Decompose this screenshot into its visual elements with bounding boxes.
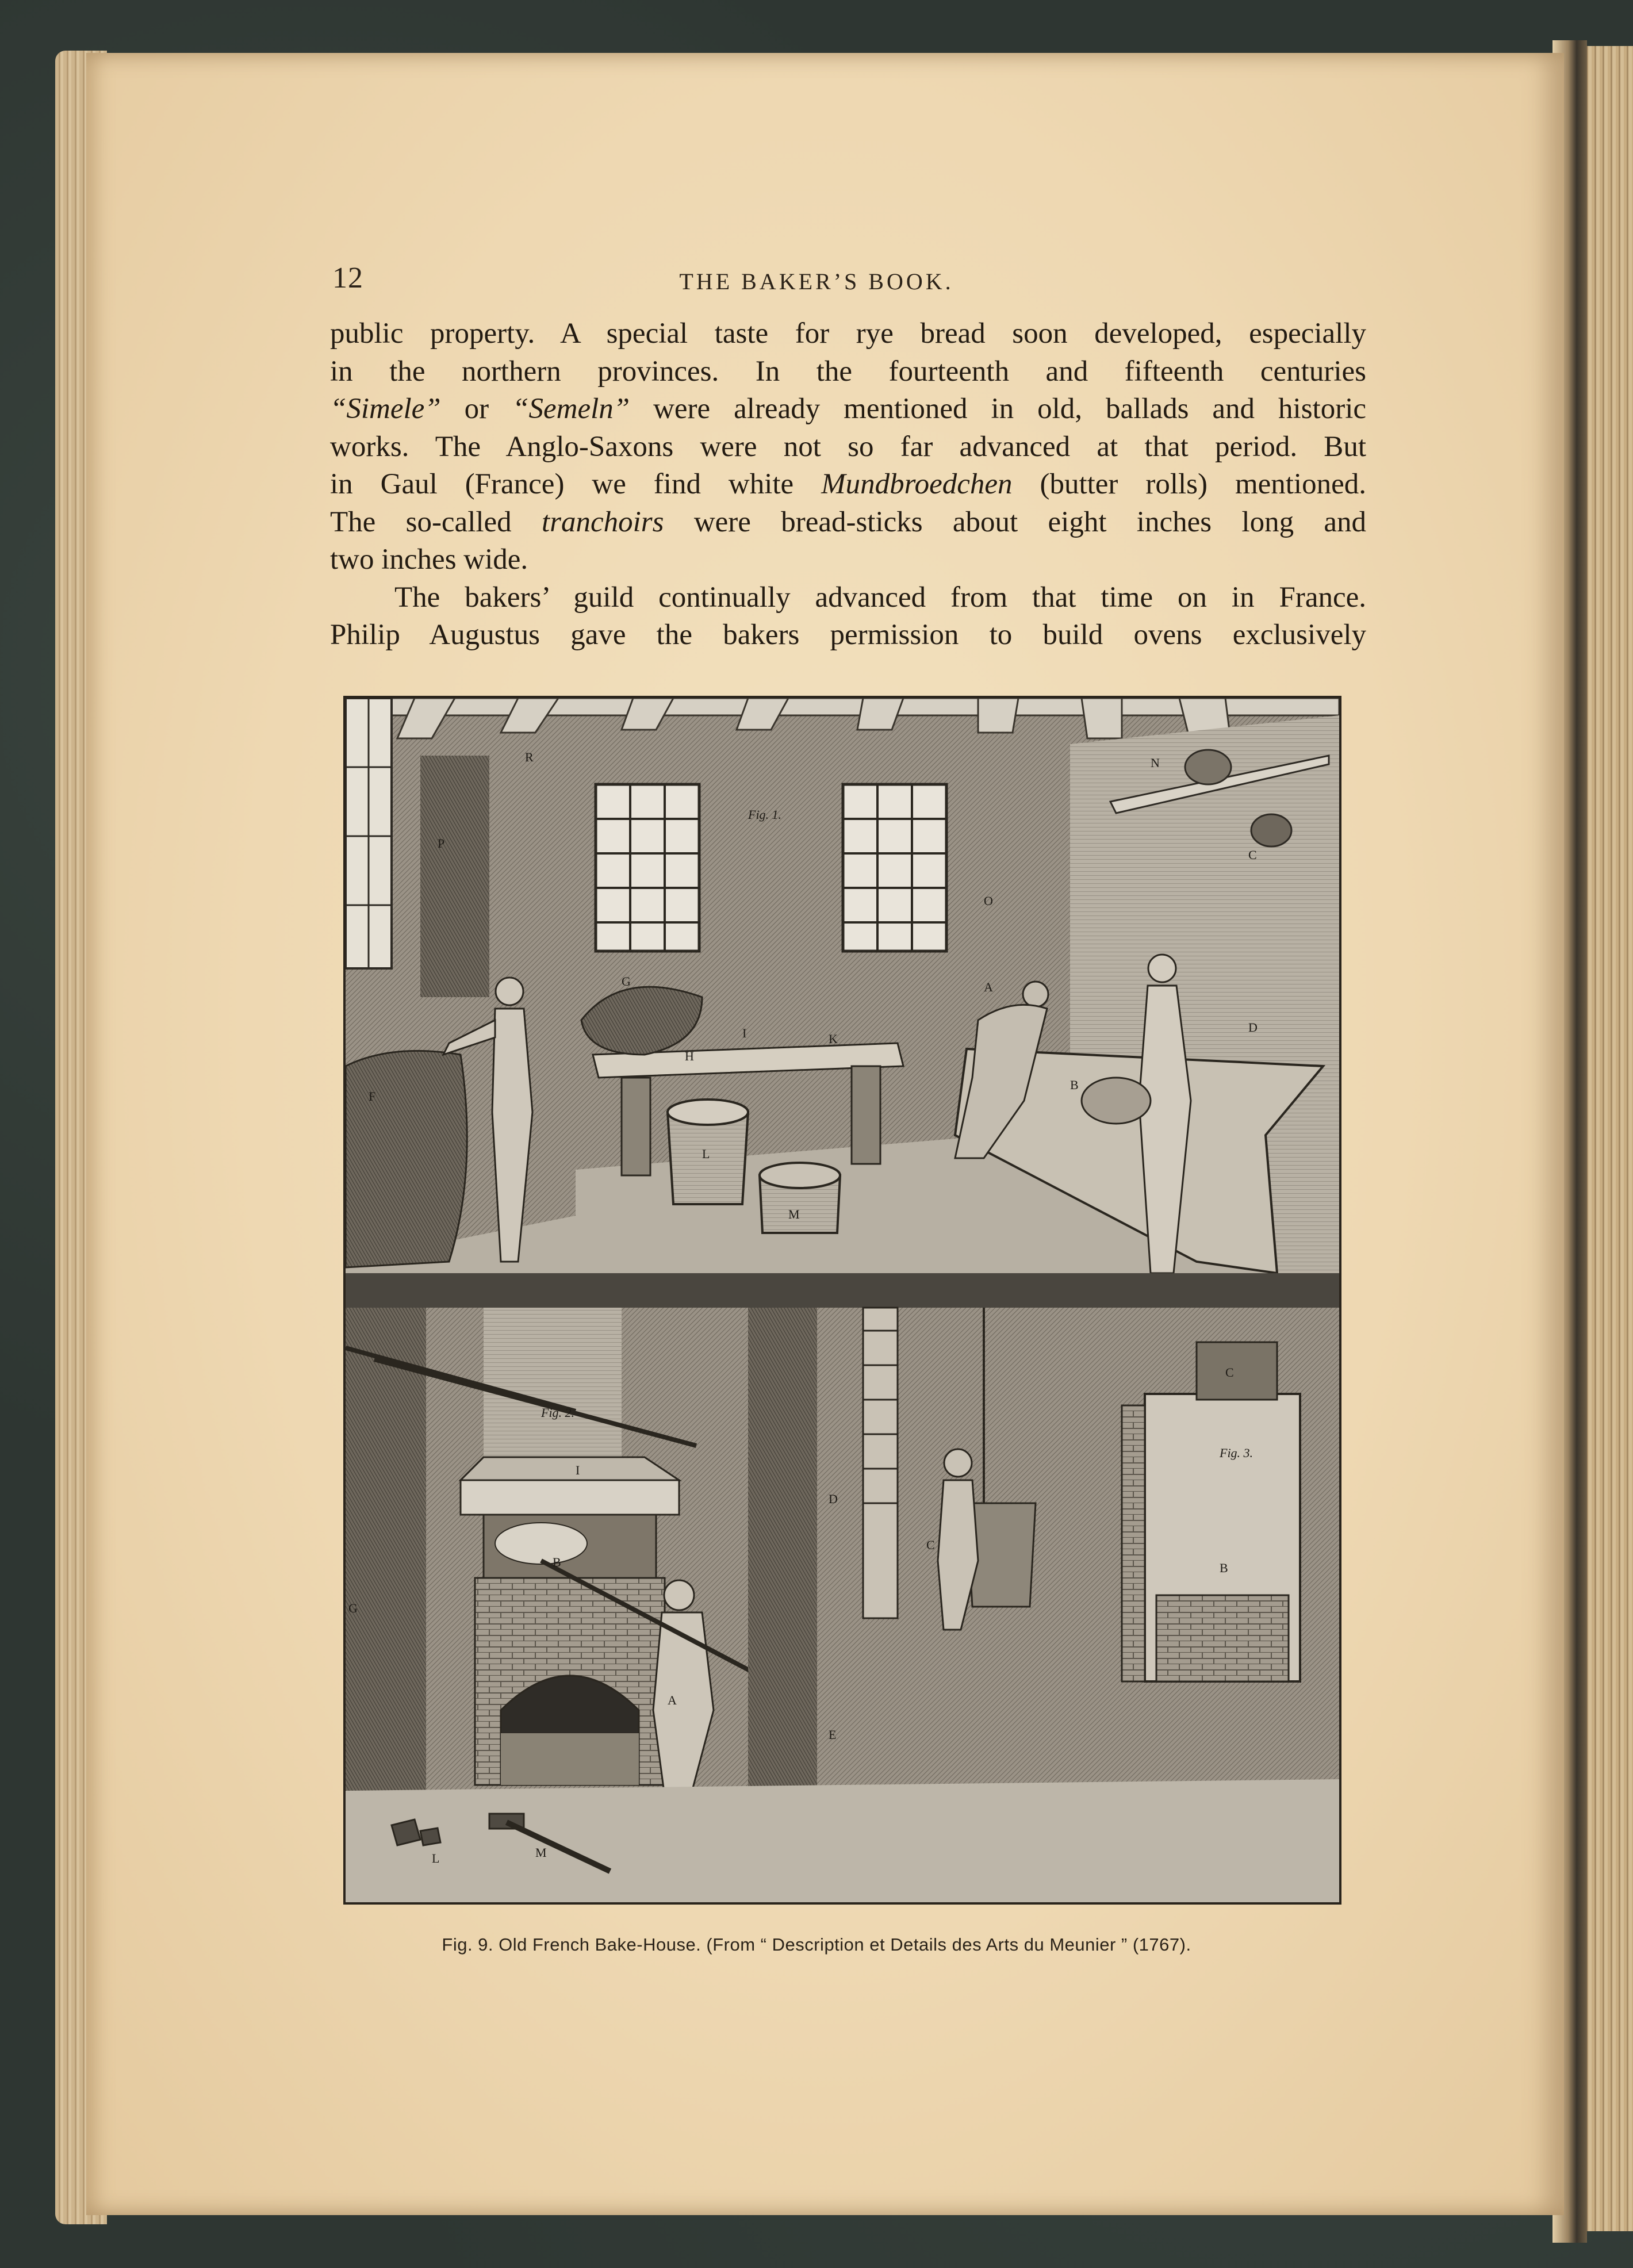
- figure-number-label: Fig. 3.: [1220, 1446, 1254, 1460]
- key-label: G: [622, 974, 631, 989]
- bakehouse-engraving: [343, 696, 1341, 1905]
- staircase: [863, 1308, 898, 1618]
- key-label: M: [535, 1845, 547, 1860]
- floor-slab: [346, 1273, 1339, 1308]
- key-label: R: [525, 750, 534, 764]
- left-pillar: [346, 1308, 426, 1825]
- text-line: [330, 466, 1366, 504]
- key-label: D: [829, 1492, 838, 1506]
- key-label: I: [576, 1463, 580, 1477]
- key-label: O: [984, 894, 993, 908]
- key-label: D: [1248, 1020, 1258, 1035]
- key-label: L: [432, 1851, 440, 1865]
- italic-term: “Simele”: [330, 393, 441, 425]
- key-label: B: [1220, 1561, 1228, 1575]
- key-label: I: [742, 1026, 747, 1040]
- text-fragment: were already mentioned in old, ballads and historic: [630, 393, 1366, 425]
- key-label: B: [1070, 1078, 1079, 1092]
- paragraph-1: [330, 315, 1366, 579]
- text-line: [330, 390, 1366, 428]
- running-head: THE BAKER’S BOOK.: [679, 269, 954, 294]
- key-label: K: [829, 1032, 838, 1046]
- key-label: M: [788, 1207, 800, 1221]
- lower-floor: [346, 1779, 1339, 1902]
- text-line: works. The Anglo-Saxons were not so far advanced at that period. But: [330, 430, 1366, 463]
- italic-term: Mundbroedchen: [821, 468, 1013, 500]
- key-label: C: [1225, 1365, 1234, 1380]
- text-line: two inches wide.: [330, 543, 528, 576]
- brick-store: [1122, 1342, 1300, 1681]
- text-fragment: The so-called: [330, 505, 542, 538]
- key-label: P: [438, 836, 445, 850]
- body-text: [330, 315, 1366, 654]
- back-window-right: [843, 784, 946, 951]
- italic-term: “Semeln”: [512, 393, 630, 425]
- text-fragment: in Gaul (France) we find white: [330, 468, 822, 500]
- back-window-left: [596, 784, 699, 951]
- key-label: H: [685, 1049, 694, 1063]
- hanging-cloth: [420, 756, 489, 997]
- key-label: N: [1151, 756, 1160, 770]
- italic-term: tranchoirs: [541, 505, 664, 538]
- page-number: 12: [332, 262, 363, 294]
- key-label: L: [702, 1147, 710, 1161]
- engraving-illustration: [346, 698, 1339, 1902]
- figure-number-label: Fig. 2.: [541, 1405, 575, 1420]
- key-label: G: [348, 1601, 358, 1615]
- key-label: F: [369, 1089, 376, 1104]
- flour-sack: [346, 1051, 467, 1267]
- figure-caption: Fig. 9. Old French Bake-House. (From “ Description et Details des Arts du Meunier ” (1767).: [442, 1934, 1191, 1955]
- text-line: in the northern provinces. In the fourteenth and fifteenth centuries: [330, 355, 1366, 388]
- key-label: A: [984, 980, 993, 994]
- paragraph-2: [330, 579, 1366, 654]
- key-label: C: [1248, 848, 1257, 862]
- key-label: B: [553, 1555, 561, 1569]
- text-line: [330, 504, 1366, 542]
- text-fragment: (butter rolls) mentioned.: [1012, 468, 1366, 500]
- text-fragment: or: [440, 393, 513, 425]
- key-label: A: [668, 1693, 677, 1707]
- left-window: [346, 698, 392, 968]
- central-column: [748, 1308, 817, 1814]
- text-line: The bakers’ guild continually advanced from that time on in France.: [394, 581, 1366, 614]
- key-label: C: [926, 1538, 935, 1552]
- figure-number-label: Fig. 1.: [748, 807, 782, 822]
- text-fragment: were bread-sticks about eight inches long and: [664, 505, 1367, 538]
- basket-m: [760, 1163, 840, 1233]
- key-label: E: [829, 1727, 837, 1742]
- text-line: Philip Augustus gave the bakers permission to build ovens exclusively: [330, 619, 1366, 651]
- text-line: public property. A special taste for rye bread soon developed, especially: [330, 317, 1366, 350]
